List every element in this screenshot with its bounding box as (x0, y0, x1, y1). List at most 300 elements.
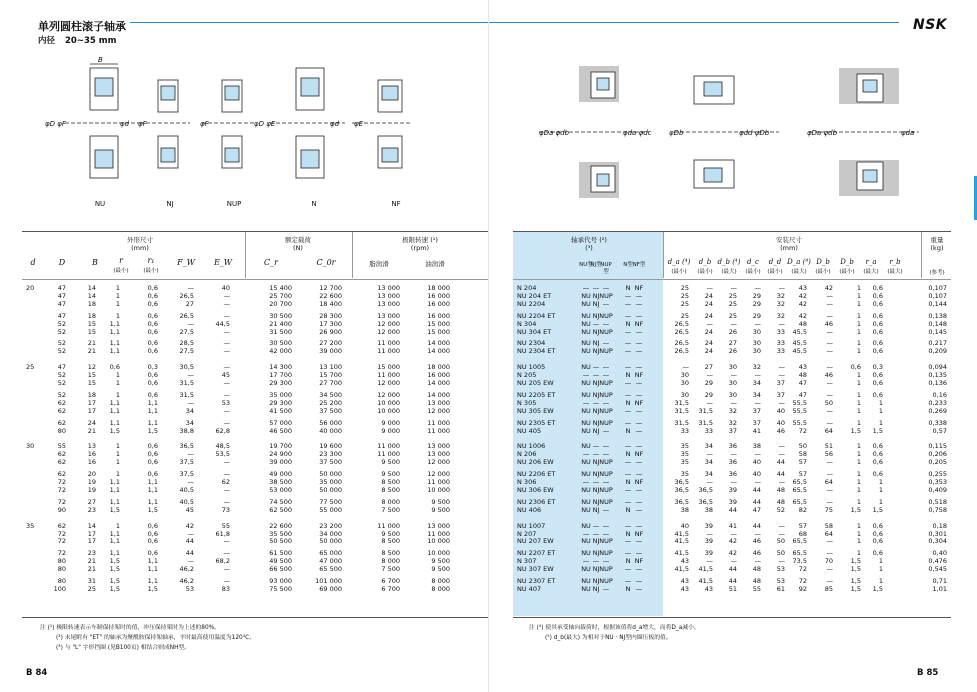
mount-cell: 33 (776, 347, 785, 356)
type-cell: NF (634, 450, 644, 459)
table-cell: 8 500 (381, 485, 400, 494)
mount-cell: — (754, 557, 761, 566)
weight-cell: 0,233 (928, 398, 947, 407)
table-cell: 40,5 (179, 485, 194, 494)
type-cell: N (625, 398, 631, 407)
mount-cell: 1 (878, 485, 883, 494)
type-cell: — (602, 319, 610, 328)
mount-cell: — (706, 529, 713, 538)
diagram-label-nj: NJ (166, 200, 174, 208)
weight-cell: 0,71 (932, 577, 947, 585)
bearing-code: NU 305 EW (517, 406, 554, 415)
table-cell: 0,6 (147, 390, 158, 399)
table-cell: 49 000 (269, 470, 292, 479)
svg-text:φDb: φDb (669, 129, 684, 137)
table-cell: 14 000 (427, 390, 450, 399)
mount-cell: 32 (728, 406, 737, 415)
table-cell: 31 500 (269, 327, 292, 336)
type-cell: — (635, 347, 643, 356)
table-cell: 31 (87, 577, 96, 585)
load-header: 额定载荷 (285, 236, 311, 244)
table-cell: 44 (185, 537, 194, 546)
table-cell: — (223, 577, 230, 585)
type-cell: — (624, 442, 632, 451)
type-header: NF型 (632, 262, 646, 268)
type-cell: NJ (592, 379, 600, 387)
table-cell: 17 300 (319, 319, 342, 328)
mount-cell: 34 (704, 442, 713, 451)
mount-cell: 39 (728, 497, 737, 506)
table-cell: 9 500 (431, 497, 450, 506)
mount-cell: 70 (824, 557, 833, 566)
mount-cell: 0,6 (872, 311, 883, 320)
mount-cell: 1 (856, 299, 861, 308)
mount-cell: — (826, 537, 833, 546)
type-header: NJ型 (590, 262, 602, 268)
table-cell: 12 000 (377, 319, 400, 328)
table-cell: 0,6 (147, 379, 158, 387)
bearing-code: NU 2207 ET (517, 549, 556, 558)
table-cell: 16 000 (427, 371, 450, 380)
mount-cell: 0,6 (872, 549, 883, 558)
table-cell: 14 000 (427, 339, 450, 348)
type-cell: NF (634, 557, 644, 566)
mount-cell: 24 (704, 291, 713, 300)
mount-col-sub: (最小) (767, 269, 783, 275)
table-cell: 93 000 (269, 577, 292, 585)
table-cell: 0,6 (147, 347, 158, 356)
type-cell: — (635, 537, 643, 546)
table-cell: — (223, 537, 230, 546)
type-cell: NUP (599, 291, 613, 300)
type-cell: — (635, 458, 643, 467)
weight-cell: 0,304 (928, 537, 947, 546)
table-cell: 19 700 (269, 442, 292, 451)
table-cell: 1,1 (109, 339, 120, 348)
table-cell: 62 (57, 406, 66, 415)
page-number-right: B 85 (917, 668, 939, 678)
type-cell: NUP (599, 470, 613, 479)
table-cell: 80 (57, 426, 66, 435)
table-cell: — (223, 485, 230, 494)
table-cell: — (223, 327, 230, 336)
type-cell: — (624, 458, 632, 467)
mount-cell: 39 (704, 549, 713, 558)
type-cell: NUP (599, 347, 613, 356)
mount-cell: 24 (704, 339, 713, 348)
table-cell: 35 000 (319, 478, 342, 486)
table-cell: 75 500 (269, 584, 292, 593)
table-cell: 13 100 (319, 363, 342, 372)
bearing-code: N 207 (517, 529, 537, 538)
type-cell: — (624, 485, 632, 494)
type-cell: — (635, 418, 643, 427)
mount-cell: 1 (878, 577, 883, 585)
table-cell: 9 500 (381, 458, 400, 467)
mount-cell: — (778, 284, 785, 292)
type-cell: N (625, 529, 631, 538)
mount-cell: 42 (728, 549, 737, 558)
type-cell: — (635, 363, 643, 372)
weight-cell: 0,18 (932, 521, 947, 530)
svg-text:φF: φF (200, 120, 209, 128)
mount-cell: 30 (728, 363, 737, 372)
table-cell: 0,6 (147, 442, 158, 451)
mount-cell: 41,5 (674, 529, 689, 538)
type-cell: NJ (592, 418, 600, 427)
type-cell: NU (581, 418, 591, 427)
table-cell: 13 000 (427, 398, 450, 407)
table-cell: 8 500 (381, 478, 400, 486)
table-cell: 10 000 (377, 406, 400, 415)
mount-cell: 25 (680, 291, 689, 300)
table-cell: 24 900 (269, 450, 292, 459)
table-cell: 77 500 (319, 497, 342, 506)
mount-cell: 25 (728, 291, 737, 300)
mount-cell: — (730, 450, 737, 459)
table-cell: — (187, 478, 194, 486)
type-cell: — (635, 505, 643, 514)
table-cell: 46,2 (179, 577, 194, 585)
table-cell: 1,1 (147, 478, 158, 486)
mount-cell: 32 (776, 311, 785, 320)
table-cell: 13 000 (427, 521, 450, 530)
table-cell: 15 (87, 379, 96, 387)
mount-col-sub: (最大) (791, 269, 807, 275)
type-cell: — (582, 284, 590, 292)
table-cell: — (223, 339, 230, 348)
mount-cell: — (730, 478, 737, 486)
mount-cell: 43 (680, 584, 689, 593)
mount-cell: 1 (856, 497, 861, 506)
speed-unit: (rpm) (410, 244, 430, 252)
weight-cell: 0,476 (928, 557, 947, 566)
table-cell: 62 (57, 418, 66, 427)
table-cell: 1,5 (109, 577, 120, 585)
bearing-code: NU 2206 ET (517, 470, 556, 479)
table-cell: 21 (87, 339, 96, 348)
table-cell: 40,5 (179, 497, 194, 506)
type-cell: — (635, 379, 643, 387)
table-cell: 1,1 (109, 398, 120, 407)
table-cell: 23 300 (319, 450, 342, 459)
weight-cell: 0,338 (928, 418, 947, 427)
type-cell: — (624, 299, 632, 308)
table-cell: 12 000 (377, 379, 400, 387)
table-cell: 1,5 (147, 426, 158, 435)
mount-cell: 25 (680, 299, 689, 308)
table-cell: 65 500 (319, 565, 342, 574)
mount-cell: 72 (798, 577, 807, 585)
mount-cell: — (754, 529, 761, 538)
type-cell: — (624, 347, 632, 356)
mount-cell: 0,6 (872, 390, 883, 399)
type-cell: — (624, 521, 632, 530)
col-ew: E_W (213, 258, 233, 267)
table-cell: 27 700 (319, 379, 342, 387)
type-cell: — (582, 529, 590, 538)
mount-cell: 73,5 (792, 557, 807, 566)
col-r1-min: (最小) (143, 268, 159, 274)
mount-cell: 34 (704, 458, 713, 467)
table-cell: 10 000 (427, 537, 450, 546)
mount-col-header: D_a (⁴) (787, 258, 811, 266)
table-cell: 16 000 (427, 291, 450, 300)
table-cell: 1 (115, 299, 120, 308)
table-cell: 17 (87, 406, 96, 415)
table-cell: 47 (57, 311, 66, 320)
mount-col-header: d_b (698, 258, 712, 266)
mount-cell: 50 (824, 398, 833, 407)
table-cell: 0,6 (147, 450, 158, 459)
mount-cell: 1 (856, 458, 861, 467)
weight-cell: 0,353 (928, 478, 947, 486)
mount-col-sub: (最大) (887, 269, 903, 275)
table-cell: 1,1 (147, 557, 158, 566)
mount-cell: 44 (776, 470, 785, 479)
mount-cell: 65,5 (792, 497, 807, 506)
table-cell: 15 000 (427, 319, 450, 328)
table-cell: 1 (115, 458, 120, 467)
mount-cell: 45,5 (792, 339, 807, 348)
table-cell: 23 200 (319, 521, 342, 530)
svg-text:φdd φDb: φdd φDb (739, 129, 770, 137)
diagram-label-nu: NU (94, 200, 106, 208)
weight-cell: 0,16 (932, 390, 947, 399)
mount-cell: 56 (824, 450, 833, 459)
load-unit: (N) (293, 244, 303, 252)
mount-cell: 30 (680, 371, 689, 380)
mount-cell: 30 (752, 347, 761, 356)
mount-cell: 34 (704, 470, 713, 479)
table-cell: 0,6 (147, 371, 158, 380)
table-cell: 14 (87, 291, 96, 300)
table-top-rule-right (513, 231, 951, 232)
type-cell: NUP (599, 327, 613, 336)
mount-cell: — (826, 470, 833, 479)
type-cell: NJ (592, 311, 600, 320)
table-cell: 0,3 (147, 363, 158, 372)
table-cell: 1,5 (109, 426, 120, 435)
table-cell: 17 (87, 398, 96, 407)
table-cell: — (223, 299, 230, 308)
mount-cell: 0,6 (872, 450, 883, 459)
mount-cell: 75 (824, 505, 833, 514)
mount-cell: 41,5 (674, 537, 689, 546)
mount-cell: 35 (680, 458, 689, 467)
table-cell: 62 (221, 478, 230, 486)
table-cell: 7 500 (381, 505, 400, 514)
note-4: 注 (⁴) 使其承受轴向载荷时，根据该值将d_a增大，而将D_a减小。 (529, 625, 700, 631)
mount-cell: 1,5 (872, 426, 883, 435)
mount-cell: 40 (680, 521, 689, 530)
bearing-code: NU 2304 ET (517, 347, 556, 356)
type-cell: — (635, 426, 643, 435)
table-cell: 1,1 (109, 478, 120, 486)
mount-cell: 0,6 (872, 379, 883, 387)
table-cell: 101 000 (315, 577, 342, 585)
table-cell: 18 (87, 311, 96, 320)
mount-cell: 34 (752, 379, 761, 387)
weight-cell: 1,01 (932, 584, 947, 593)
nj-diagram-icon (138, 80, 190, 168)
table-cell: 61 500 (269, 549, 292, 558)
table-cell: 47 (57, 299, 66, 308)
type-cell: — (624, 327, 632, 336)
mount-cell: 65,5 (792, 549, 807, 558)
type-cell: NJ (592, 549, 600, 558)
table-cell: 12 700 (319, 284, 342, 292)
mount-cell: — (826, 327, 833, 336)
table-cell: 15 000 (427, 327, 450, 336)
table-cell: 1 (115, 284, 120, 292)
mount-cell: 48 (752, 565, 761, 574)
table-bottom-rule (22, 617, 488, 618)
type-cell: NF (634, 398, 644, 407)
group-bore: 30 (26, 442, 35, 451)
dims-unit: (mm) (131, 244, 149, 252)
mount-cell: 29 (752, 299, 761, 308)
table-cell: 53 (221, 398, 230, 407)
type-cell: NJ (592, 485, 600, 494)
table-cell: 21 (87, 347, 96, 356)
mount-cell: — (730, 319, 737, 328)
type-cell: NU (581, 311, 591, 320)
table-cell: 27 (87, 497, 96, 506)
mount-cell: 43 (798, 363, 807, 372)
left-page (0, 0, 488, 692)
table-cell: 0,6 (147, 549, 158, 558)
table-cell: 0,6 (147, 529, 158, 538)
code-note: (³) (585, 244, 593, 252)
mount-cell: — (778, 529, 785, 538)
mount-cell: 57 (798, 470, 807, 479)
table-cell: 38 500 (269, 478, 292, 486)
type-cell: — (602, 426, 610, 435)
nup-diagram-icon (200, 80, 254, 168)
mount-cell: 25 (680, 284, 689, 292)
type-cell: NJ (592, 299, 600, 308)
mount-cell: 50 (798, 442, 807, 451)
mount-cell: 35 (680, 450, 689, 459)
mount-cell: 41 (728, 521, 737, 530)
type-cell: — (624, 339, 632, 348)
mount-cell: 26,5 (674, 319, 689, 328)
weight-cell: 0,145 (928, 327, 947, 336)
mount-cell: 0,3 (872, 363, 883, 372)
mount-cell: 0,6 (872, 521, 883, 530)
table-cell: 6 700 (381, 577, 400, 585)
table-cell: 19 (87, 478, 96, 486)
table-cell: — (187, 557, 194, 566)
type-cell: NJ (592, 577, 600, 585)
table-cell: 11 000 (427, 418, 450, 427)
mount-cell: 1 (878, 478, 883, 486)
type-cell: NU (581, 363, 591, 372)
table-cell: 62 (57, 521, 66, 530)
table-cell: 15 000 (377, 363, 400, 372)
type-cell: — (582, 557, 590, 566)
mount-cell: 37 (752, 418, 761, 427)
table-cell: 8 000 (381, 557, 400, 566)
type-cell: — (592, 521, 600, 530)
table-cell: 25 700 (269, 291, 292, 300)
mount-cell: 30 (728, 390, 737, 399)
table-cell: 45 (185, 505, 194, 514)
bearing-code: NU 2306 ET (517, 497, 556, 506)
table-cell: 0,6 (147, 299, 158, 308)
table-cell: 38,8 (179, 426, 194, 435)
table-cell: 62 (57, 470, 66, 479)
type-cell: — (635, 442, 643, 451)
mount-cell: — (826, 485, 833, 494)
mount-cell: — (826, 497, 833, 506)
mount-cell: 27 (704, 363, 713, 372)
table-cell: 6 700 (381, 584, 400, 593)
table-cell: — (223, 390, 230, 399)
mount-cell: 36 (728, 470, 737, 479)
mount-cell: — (682, 363, 689, 372)
mount-cell: — (778, 450, 785, 459)
weight-cell: 0,205 (928, 458, 947, 467)
table-cell: 14 000 (427, 347, 450, 356)
table-cell: 1,5 (147, 505, 158, 514)
table-cell: 28,5 (179, 339, 194, 348)
table-cell: 36,5 (179, 442, 194, 451)
mount-cell: 0,6 (872, 299, 883, 308)
mount-cell: 37 (752, 406, 761, 415)
mount-cell: 36,5 (674, 497, 689, 506)
mount-col-sub: (最小) (815, 269, 831, 275)
mount-col-header: r_b (889, 258, 901, 266)
mount-cell: 0,6 (872, 529, 883, 538)
mount-cell: 1 (856, 291, 861, 300)
table-cell: 1,1 (147, 577, 158, 585)
table-cell: 44 (185, 549, 194, 558)
table-cell: 66 500 (269, 565, 292, 574)
table-cell: 22 600 (319, 291, 342, 300)
table-cell: 40 000 (319, 426, 342, 435)
mount-cell: 1 (878, 497, 883, 506)
svg-text:φda: φda (901, 129, 915, 137)
type-cell: — (635, 584, 643, 593)
mount-cell: 36,5 (674, 485, 689, 494)
table-cell: 0,6 (147, 311, 158, 320)
note-3: (³) 与 "L" 字形挡圈 (见B100页) 相结合则成NH型。 (56, 645, 191, 651)
mount-cell: 64 (824, 529, 833, 538)
bearing-code: NU 1005 (517, 363, 546, 372)
type-cell: N (625, 426, 631, 435)
note-5: (⁵) d_b(最大) 为相对于NU · NJ型内圈压板的值。 (545, 635, 672, 641)
type-cell: NU (581, 339, 591, 348)
table-cell: 80 (57, 557, 66, 566)
mount-cell: — (778, 557, 785, 566)
mount-cell: 55,5 (792, 406, 807, 415)
table-cell: 27 200 (319, 339, 342, 348)
table-cell: 74 500 (269, 497, 292, 506)
table-cell: 1 (115, 450, 120, 459)
table-cell: 29 300 (269, 398, 292, 407)
mount-cell: 33 (704, 426, 713, 435)
mount-cell: 1 (856, 347, 861, 356)
type-cell: — (624, 549, 632, 558)
mount-cell: 45,5 (792, 347, 807, 356)
table-cell: 62 (57, 450, 66, 459)
mount-cell: 72 (798, 565, 807, 574)
mount-cell: 58 (798, 450, 807, 459)
type-cell: NF (634, 371, 644, 380)
table-cell: 52 (57, 390, 66, 399)
